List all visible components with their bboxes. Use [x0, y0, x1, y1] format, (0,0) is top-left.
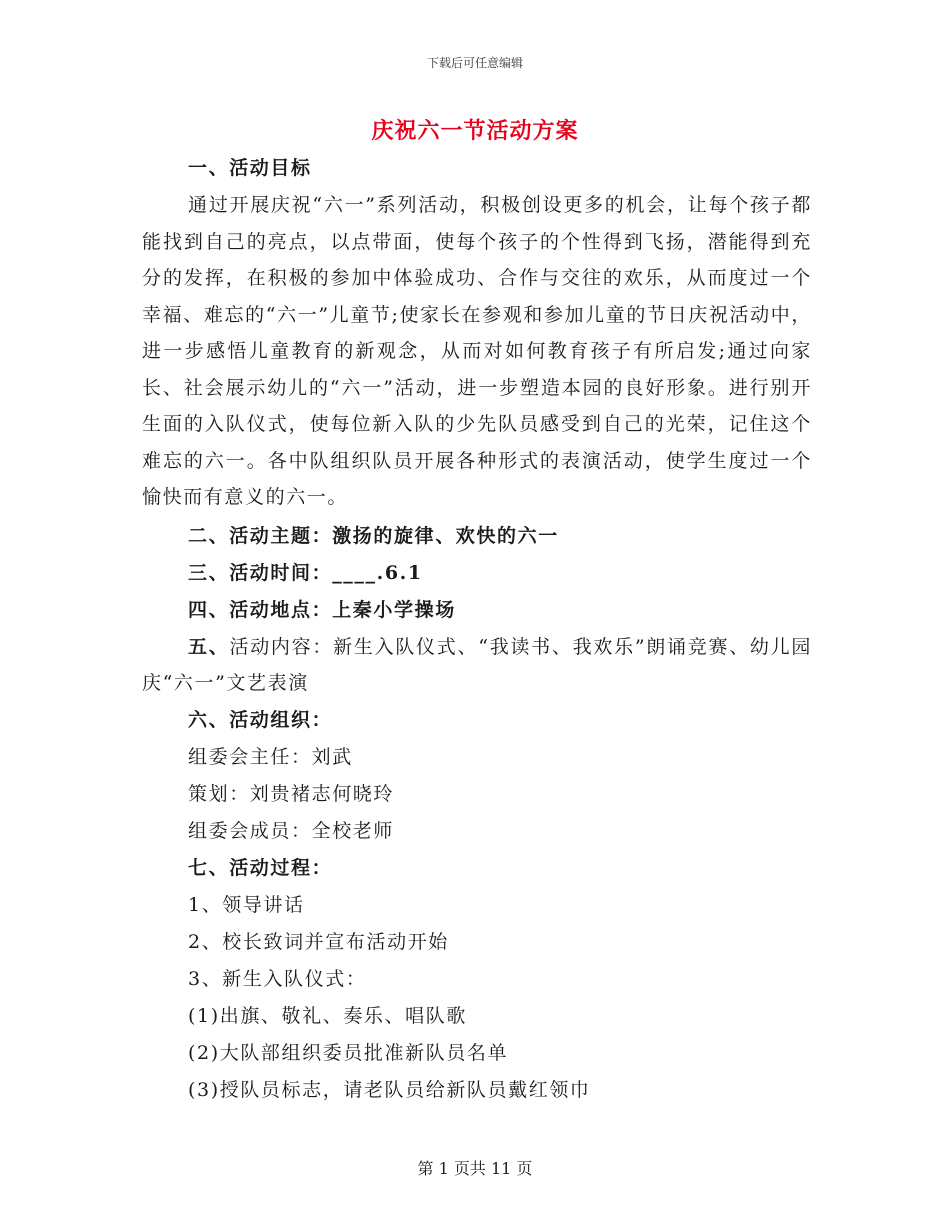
process-item: (1)出旗、敬礼、奏乐、唱队歌	[188, 1004, 467, 1027]
header-note: 下载后可任意编辑	[426, 56, 523, 70]
section-process-heading: 七、活动过程：	[188, 856, 333, 879]
document-body	[142, 150, 812, 1109]
section-content-text: 活动内容：新生入队仪式、“我读书、我欢乐”朗诵竞赛、幼儿园庆“六一”文艺表演	[142, 635, 813, 694]
section-goal-paragraph: 通过开展庆祝“六一”系列活动，积极创设更多的机会，让每个孩子都能找到自己的亮点，以点带面，使每个孩子的个性得到飞扬，潜能得到充分的发挥，在积极的参加中体验成功、合作与交往的欢乐，从而度过一个幸福、难忘的“六一”儿童节;使家长在参观和参加儿童的节日庆祝活动中，进一步感悟儿童教育的新观念，从而对如何教育孩子有所启发;通过向家长、社会展示幼儿的“六一”活动，进一步塑造本园的良好形象。进行别开生面的入队仪式，使每位新入队的少先队员感受到自己的光荣，记住这个难忘的六一。各中队组织队员开展各种形式的表演活动，使学生度过一个愉快而有意义的六一。	[142, 194, 812, 508]
org-item: 策划：刘贵褚志何晓玲	[188, 782, 395, 805]
page-footer: 第 1 页共 11 页	[417, 1159, 533, 1178]
process-item: (2)大队部组织委员批准新队员名单	[188, 1041, 509, 1064]
process-item: 2、校长致词并宣布活动开始	[188, 930, 449, 953]
section-content	[142, 629, 812, 702]
org-item: 组委会主任：刘武	[188, 745, 353, 768]
section-content-label: 五、	[188, 635, 230, 658]
process-item: 3、新生入队仪式：	[188, 967, 367, 990]
section-time: 三、活动时间：____.6.1	[188, 561, 423, 584]
process-item: (3)授队员标志，请老队员给新队员戴红领巾	[188, 1078, 591, 1101]
document-title: 庆祝六一节活动方案	[371, 118, 579, 144]
section-goal-heading: 一、活动目标	[188, 157, 312, 179]
section-place: 四、活动地点：上秦小学操场	[188, 598, 456, 621]
process-item: 1、领导讲话	[188, 893, 305, 916]
section-theme: 二、活动主题：激扬的旋律、欢快的六一	[188, 524, 559, 547]
org-item: 组委会成员：全校老师	[188, 819, 395, 842]
section-org-heading: 六、活动组织：	[188, 708, 333, 731]
